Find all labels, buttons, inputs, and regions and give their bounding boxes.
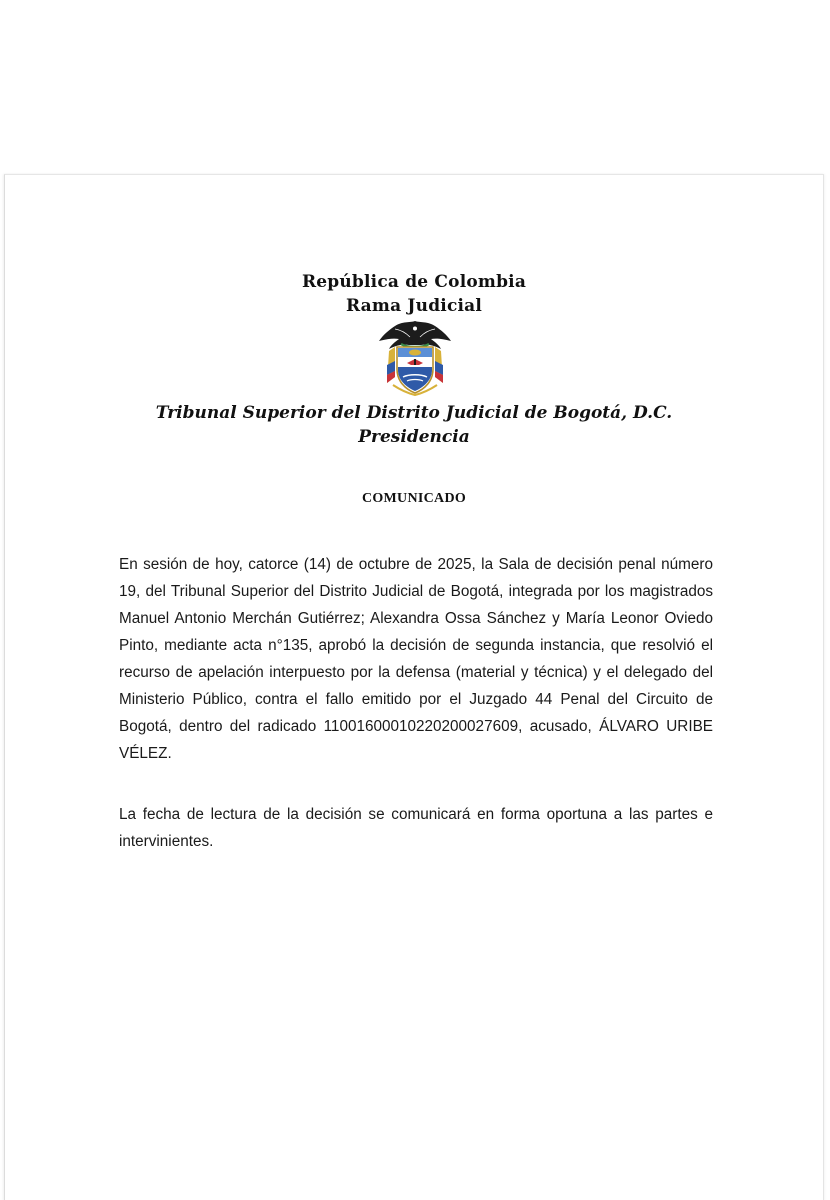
issuing-court	[5, 401, 823, 449]
document-header	[5, 270, 823, 318]
colombia-coat-of-arms-icon	[373, 317, 457, 397]
header-country: República de Colombia	[301, 272, 527, 292]
document-title: COMUNICADO	[361, 491, 467, 506]
court-office: Presidencia	[358, 427, 470, 447]
document-page[interactable]	[4, 174, 824, 1200]
body-paragraph: En sesión de hoy, catorce (14) de octubre de 2025, la Sala de decisión penal número 19, del Tribunal Superior del Distrito Judicial de Bogotá, integrada por los magistrados Manuel Antonio Merchán Gutiérrez; Alexandra Ossa Sánchez y María Leonor Oviedo Pinto, mediante acta n°135, aprobó la decisión de segunda instancia, que resolvió el recurso de apelación interpuesto por la defensa (material y técnica) y el delegado del Ministerio Público, contra el fallo emitido por el Juzgado 44 Penal del Circuito de Bogotá, dentro del radicado 11001600010220200027609, acusado, ÁLVARO URIBE VÉLEZ.	[119, 556, 713, 762]
court-name: Tribunal Superior del Distrito Judicial de Bogotá, D.C.	[155, 403, 673, 423]
body-paragraph: La fecha de lectura de la decisión se comunicará en forma oportuna a las partes e intervinientes.	[119, 806, 713, 850]
header-branch: Rama Judicial	[345, 296, 483, 316]
